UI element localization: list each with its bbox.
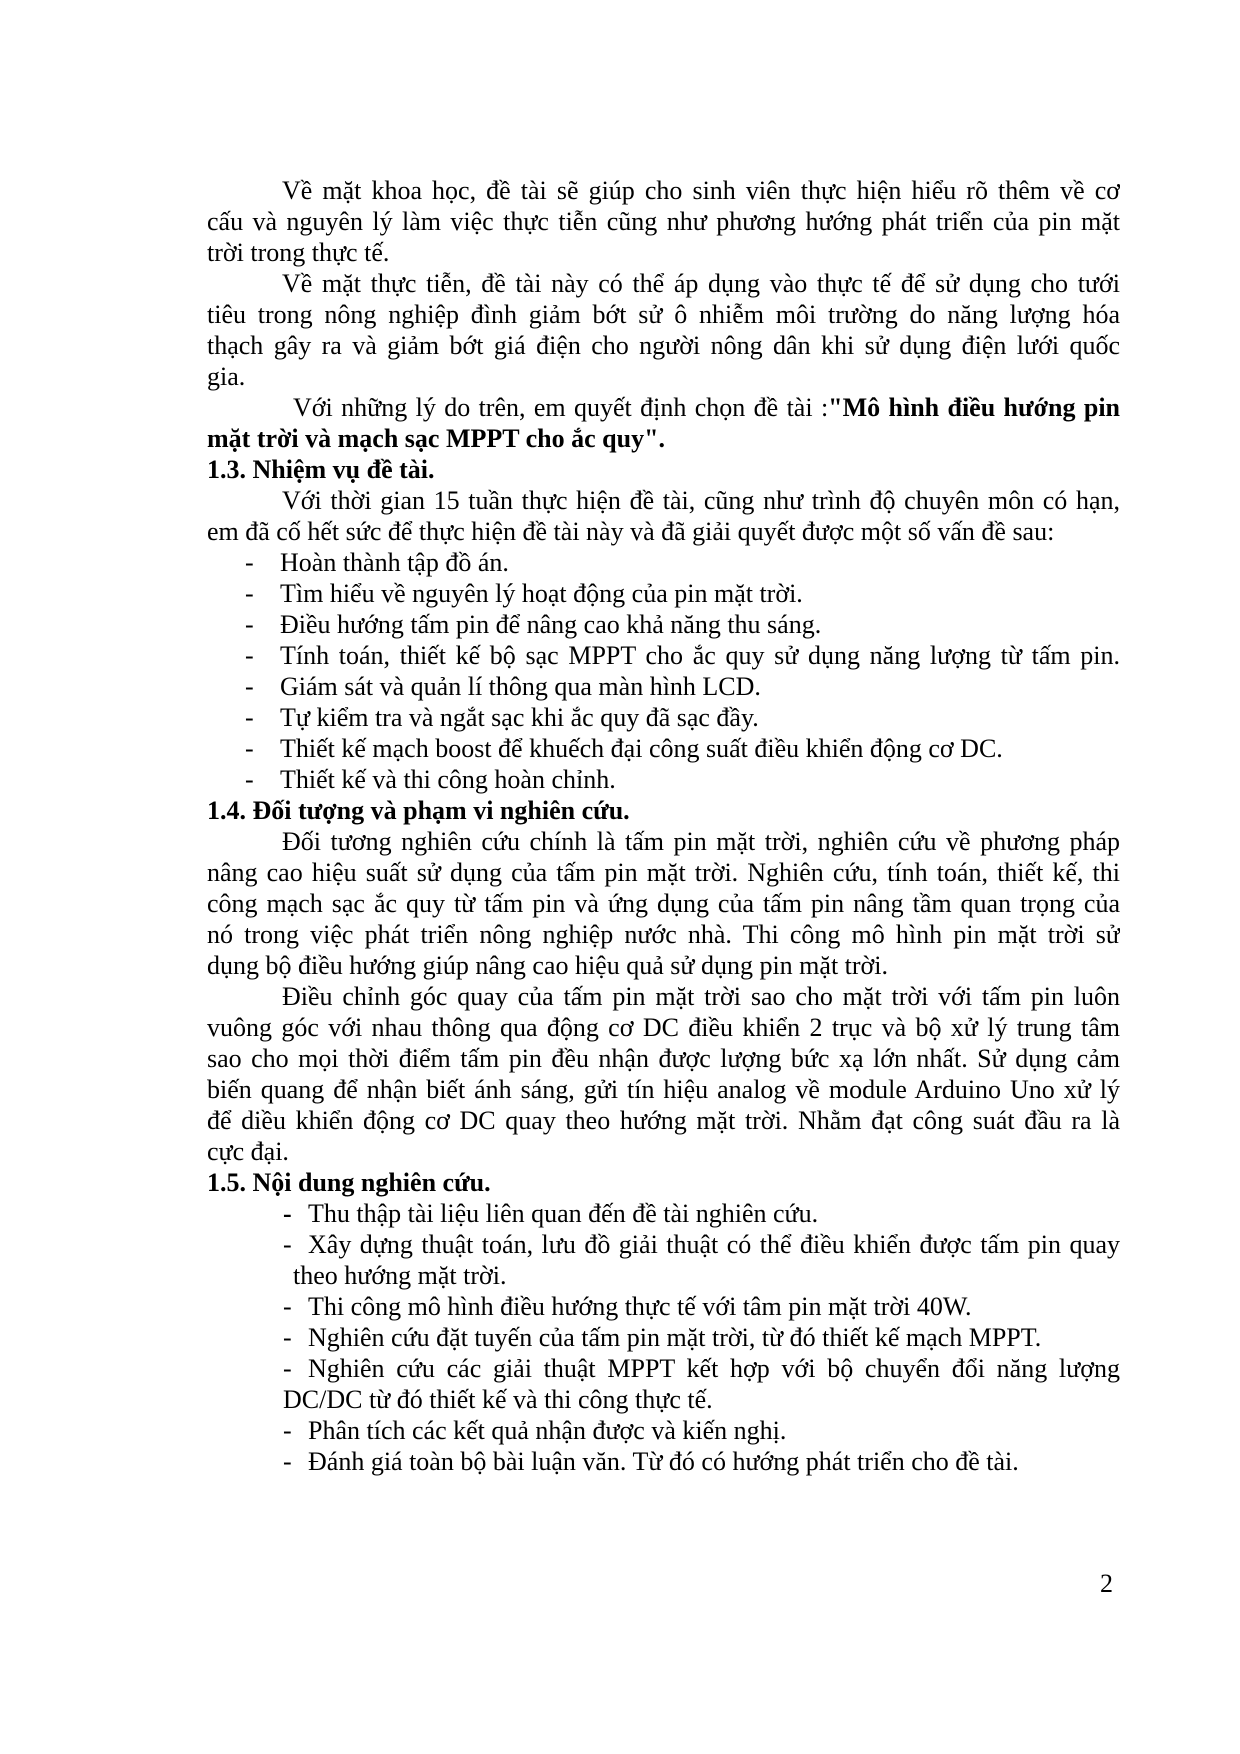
text-run: mặt trời và mạch sạc MPPT cho ắc quy".	[207, 424, 666, 453]
text-run: nâng cao hiệu suất sử dụng của tấm pin mặt trời. Nghiên cứu, tính toán, thiết kế, thi	[207, 858, 1120, 887]
text-run: Xây dựng thuật toán, lưu đồ giải thuật có thể điều khiển được tấm pin quay	[308, 1230, 1120, 1259]
list-dash: -	[283, 1354, 292, 1383]
list-item-line	[207, 1384, 1120, 1415]
paragraph-line	[207, 1074, 1120, 1105]
text-run: em đã cố hết sức để thực hiện đề tài này và đã giải quyết được một số vấn đề sau:	[207, 517, 1055, 546]
list-item-line	[207, 671, 1120, 702]
text-run: biến quang để nhận biết ánh sáng, gửi tín hiệu analog về module Arduino Uno xử lý	[207, 1075, 1120, 1104]
paragraph-line	[207, 516, 1120, 547]
list-item-line	[207, 733, 1120, 764]
paragraph-line	[207, 330, 1120, 361]
list-item-line	[207, 764, 1120, 795]
text-run: Điều hướng tấm pin để nâng cao khả năng thu sáng.	[280, 610, 822, 639]
paragraph-line	[207, 888, 1120, 919]
list-item-line	[207, 1322, 1120, 1353]
paragraph-line	[207, 175, 1120, 206]
list-item-line	[207, 1353, 1120, 1384]
list-dash: -	[245, 610, 254, 639]
list-dash: -	[245, 579, 254, 608]
list-dash: -	[283, 1447, 292, 1476]
text-run: Thiết kế mạch boost để khuếch đại công suất điều khiển động cơ DC.	[280, 734, 1003, 763]
text-run: Giám sát và quản lí thông qua màn hình LCD.	[280, 672, 761, 701]
text-run: Thiết kế và thi công hoàn chỉnh.	[280, 765, 616, 794]
list-dash: -	[245, 641, 254, 670]
text-run: Thi công mô hình điều hướng thực tế với tâm pin mặt trời 40W.	[308, 1292, 972, 1321]
list-dash: -	[283, 1230, 292, 1259]
section-heading	[207, 795, 1120, 826]
paragraph-line	[207, 1043, 1120, 1074]
text-run: Tìm hiểu về nguyên lý hoạt động của pin mặt trời.	[280, 579, 803, 608]
text-run: 1.5. Nội dung nghiên cứu.	[207, 1168, 491, 1197]
paragraph-line	[207, 1105, 1120, 1136]
list-item-line	[207, 702, 1120, 733]
text-run: công mạch sạc ắc quy từ tấm pin và ứng dụng của tấm pin nâng tầm quan trọng của	[207, 889, 1120, 918]
paragraph-line	[207, 1012, 1120, 1043]
paragraph-line	[207, 268, 1120, 299]
text-run: Điều chỉnh góc quay của tấm pin mặt trời sao cho mặt trời với tấm pin luôn	[282, 982, 1120, 1011]
list-item-line	[207, 1446, 1120, 1477]
text-run: gia.	[207, 362, 246, 391]
text-run: DC/DC từ đó thiết kế và thi công thực tế.	[283, 1385, 713, 1414]
paragraph-line	[207, 919, 1120, 950]
text-run: Về mặt khoa học, đề tài sẽ giúp cho sinh viên thực hiện hiểu rõ thêm về cơ	[282, 176, 1120, 205]
paragraph-line	[207, 206, 1120, 237]
paragraph-line	[207, 423, 1120, 454]
section-heading	[207, 1167, 1120, 1198]
text-run: tiêu trong nông nghiệp đình giảm bớt sử ô nhiễm môi trường do năng lượng hóa	[207, 300, 1120, 329]
paragraph-line	[207, 857, 1120, 888]
text-run: thạch gây ra và giảm bớt giá điện cho người nông dân khi sử dụng điện lưới quốc	[207, 331, 1120, 360]
list-item-line	[207, 1260, 1120, 1291]
paragraph-line	[207, 485, 1120, 516]
text-run: Với thời gian 15 tuần thực hiện đề tài, cũng như trình độ chuyên môn có hạn,	[282, 486, 1120, 515]
paragraph-line	[207, 1136, 1120, 1167]
list-dash: -	[283, 1199, 292, 1228]
list-dash: -	[283, 1416, 292, 1445]
text-run: theo hướng mặt trời.	[293, 1261, 507, 1290]
text-run: Thu thập tài liệu liên quan đến đề tài nghiên cứu.	[308, 1199, 819, 1228]
text-run: Đối tương nghiên cứu chính là tấm pin mặt trời, nghiên cứu về phương pháp	[282, 827, 1120, 856]
paragraph-line	[207, 950, 1120, 981]
text-run: Đánh giá toàn bộ bài luận văn. Từ đó có hướng phát triển cho đề tài.	[308, 1447, 1019, 1476]
section-heading	[207, 454, 1120, 485]
text-run: để diều khiển động cơ DC quay theo hướng mặt trời. Nhằm đạt công suát đầu ra là	[207, 1106, 1120, 1135]
text-run: cực đại.	[207, 1137, 289, 1166]
list-item-line	[207, 1291, 1120, 1322]
text-run: Về mặt thực tiễn, đề tài này có thể áp dụng vào thực tế để sử dụng cho tưới	[282, 269, 1120, 298]
page-number: 2	[1100, 1569, 1113, 1598]
text-run: Nghiên cứu đặt tuyến của tấm pin mặt trời, từ đó thiết kế mạch MPPT.	[308, 1323, 1042, 1352]
text-run: cấu và nguyên lý làm việc thực tiễn cũng như phương hướng phát triển của pin mặt	[207, 207, 1120, 236]
text-run: dụng bộ điều hướng giúp nâng cao hiệu quả sử dụng pin mặt trời.	[207, 951, 889, 980]
list-dash: -	[245, 548, 254, 577]
list-item-line	[207, 1198, 1120, 1229]
text-run: trời trong thực tế.	[207, 238, 390, 267]
paragraph-line	[207, 237, 1120, 268]
list-item-line	[207, 578, 1120, 609]
text-run: 1.4. Đối tượng và phạm vi nghiên cứu.	[207, 796, 630, 825]
paragraph-line	[207, 981, 1120, 1012]
paragraph-line	[207, 361, 1120, 392]
text-run: Nghiên cứu các giải thuật MPPT kết hợp với bộ chuyển đổi năng lượng	[308, 1354, 1120, 1383]
list-dash: -	[245, 734, 254, 763]
text-run: Phân tích các kết quả nhận được và kiến nghị.	[308, 1416, 787, 1445]
paragraph-line	[207, 299, 1120, 330]
text-run: "Mô hình điều hướng pin	[828, 393, 1120, 422]
list-dash: -	[245, 765, 254, 794]
list-item-line	[207, 547, 1120, 578]
list-item-line	[207, 640, 1120, 671]
list-dash: -	[283, 1323, 292, 1352]
text-run: Hoàn thành tập đồ án.	[280, 548, 509, 577]
paragraph-line	[207, 826, 1120, 857]
text-run: 1.3. Nhiệm vụ đề tài.	[207, 455, 435, 484]
paragraph-line	[207, 392, 1120, 423]
list-dash: -	[245, 703, 254, 732]
list-item-line	[207, 1229, 1120, 1260]
text-run: nó trong việc phát triển nông nghiệp nước nhà. Thi công mô hình pin mặt trời sử	[207, 920, 1120, 949]
list-dash: -	[283, 1292, 292, 1321]
list-dash: -	[245, 672, 254, 701]
text-run: sao cho mọi thời điểm tấm pin đều nhận được lượng bức xạ lớn nhất. Sử dụng cảm	[207, 1044, 1120, 1073]
text-content	[207, 175, 1120, 1477]
text-run: Tự kiểm tra và ngắt sạc khi ắc quy đã sạc đầy.	[280, 703, 759, 732]
text-run: Với những lý do trên, em quyết định chọn đề tài :	[293, 393, 829, 422]
list-item-line	[207, 609, 1120, 640]
text-run: vuông góc với nhau thông qua động cơ DC điều khiển 2 trục và bộ xử lý trung tâm	[207, 1013, 1120, 1042]
text-run: Tính toán, thiết kế bộ sạc MPPT cho ắc quy sử dụng năng lượng từ tấm pin.	[280, 641, 1120, 670]
list-item-line	[207, 1415, 1120, 1446]
